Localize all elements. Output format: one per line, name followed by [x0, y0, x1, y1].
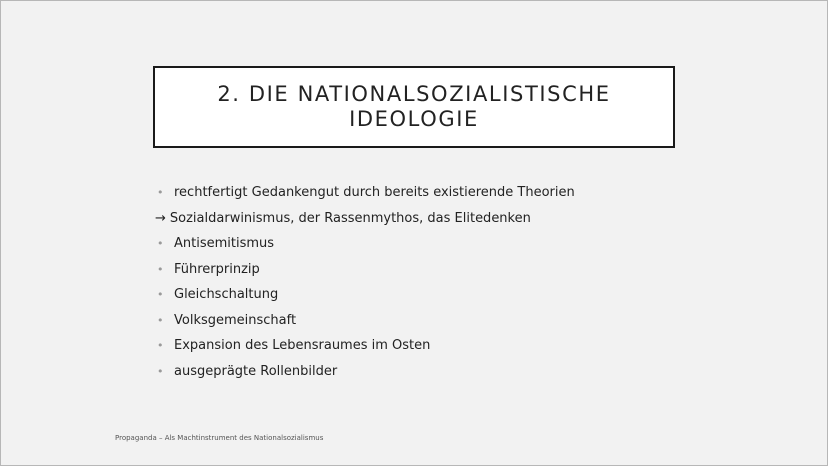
list-item-text: Antisemitismus: [174, 236, 275, 252]
bullet-icon: •: [157, 186, 164, 200]
list-item: [157, 359, 575, 385]
list-item: [157, 333, 575, 359]
list-item-text: ausgeprägte Rollenbilder: [174, 363, 338, 379]
list-item-text: Volksgemeinschaft: [174, 312, 297, 328]
list-item-text: Expansion des Lebensraumes im Osten: [174, 338, 431, 354]
list-item: [157, 180, 575, 206]
bullet-icon: •: [157, 288, 164, 302]
slide-title-line-1: 2. DIE NATIONALSOZIALISTISCHE: [217, 82, 611, 106]
list-item: [157, 206, 575, 232]
list-item: [157, 308, 575, 334]
arrow-right-icon: →: [155, 210, 166, 226]
bullet-icon: •: [157, 262, 164, 276]
bullet-icon: •: [157, 364, 164, 378]
list-item-text: rechtfertigt Gedankengut durch bereits existierende Theorien: [174, 185, 575, 201]
bullet-icon: •: [157, 339, 164, 353]
list-item-text: Gleichschaltung: [174, 287, 279, 303]
slide-title-line-2: IDEOLOGIE: [349, 107, 479, 131]
list-item-text: Sozialdarwinismus, der Rassenmythos, das Elitedenken: [169, 210, 531, 226]
list-item-text: Führerprinzip: [174, 261, 260, 277]
list-item: [157, 257, 575, 283]
list-item: [157, 231, 575, 257]
title-box: [153, 66, 675, 148]
bullet-icon: •: [157, 313, 164, 327]
content-list: [157, 180, 575, 384]
list-item: [157, 282, 575, 308]
slide-footer: Propaganda – Als Machtinstrument des Nationalsozialismus: [115, 434, 324, 442]
bullet-icon: •: [157, 237, 164, 251]
